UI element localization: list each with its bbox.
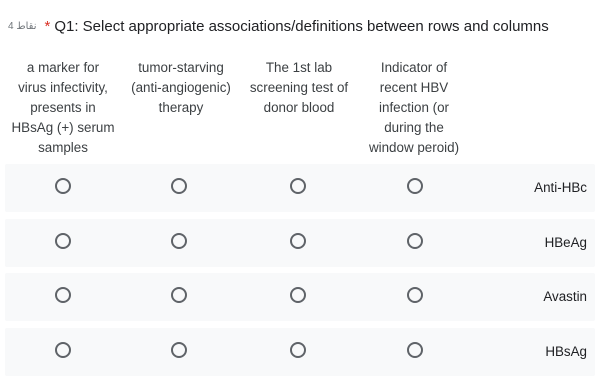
- radio-row3-col4[interactable]: [407, 287, 423, 303]
- radio-row1-col4[interactable]: [407, 178, 423, 194]
- row-label-2: HBeAg: [544, 235, 587, 250]
- column-header-4: Indicator of recent HBV infection (or during the window peroid): [368, 60, 460, 155]
- radio-row2-col3[interactable]: [290, 233, 306, 249]
- column-header-2: tumor-starving (anti-angiogenic) therapy: [131, 60, 231, 115]
- radio-row2-col4[interactable]: [407, 233, 423, 249]
- radio-row4-col1[interactable]: [55, 342, 71, 358]
- question-title: Q1: Select appropriate associations/definitions between rows and columns: [54, 17, 549, 35]
- radio-row4-col2[interactable]: [171, 342, 187, 358]
- radio-row2-col1[interactable]: [55, 233, 71, 249]
- radio-row1-col1[interactable]: [55, 178, 71, 194]
- grid-row-2: [5, 219, 595, 267]
- radio-row3-col2[interactable]: [171, 287, 187, 303]
- radio-row4-col4[interactable]: [407, 342, 423, 358]
- radio-row1-col3[interactable]: [290, 178, 306, 194]
- grid-row-1: [5, 164, 595, 212]
- required-asterisk: *: [44, 17, 51, 35]
- row-label-1: Anti-HBc: [534, 180, 587, 195]
- radio-row4-col3[interactable]: [290, 342, 306, 358]
- radio-row3-col3[interactable]: [290, 287, 306, 303]
- row-label-3: Avastin: [543, 289, 587, 304]
- column-header-1: a marker for virus infectivity, presents in HBsAg (+) serum samples: [11, 60, 115, 155]
- radio-row2-col2[interactable]: [171, 233, 187, 249]
- points-label: 4 نقاط: [8, 20, 37, 32]
- grid-row-3: [5, 273, 595, 321]
- row-label-4: HBsAg: [545, 344, 587, 359]
- question-header: [0, 14, 605, 38]
- column-header-3: The 1st lab screening test of donor blood: [249, 60, 349, 115]
- radio-row3-col1[interactable]: [55, 287, 71, 303]
- grid-row-4: [5, 328, 595, 376]
- radio-row1-col2[interactable]: [171, 178, 187, 194]
- grid-column-headers: [0, 58, 605, 158]
